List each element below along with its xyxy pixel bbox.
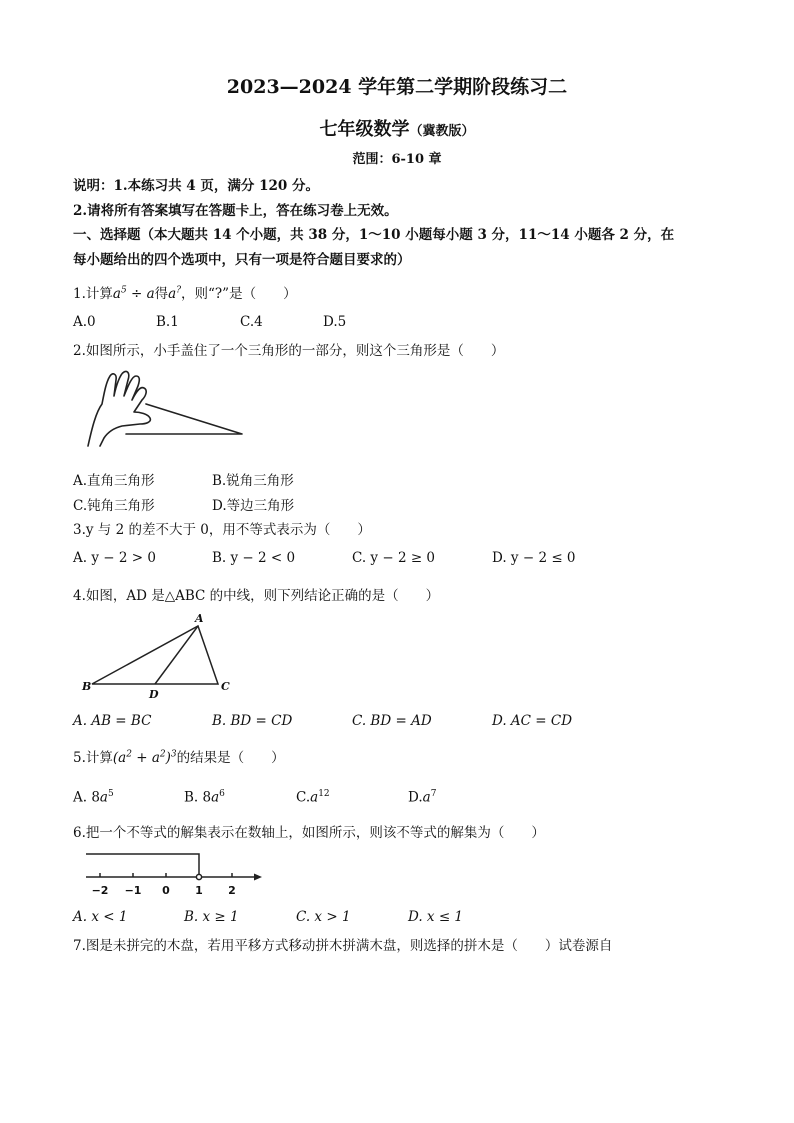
question-6-stem: 6.把一个不等式的解集表示在数轴上，如图所示，则该不等式的解集为（ ）	[73, 825, 545, 841]
q4-option-a[interactable]: A. AB = BC	[73, 713, 152, 729]
tick-label-1: 1	[195, 884, 203, 897]
q3-option-d[interactable]: D. y − 2 ≤ 0	[492, 550, 576, 566]
vertex-label-a: A	[195, 612, 204, 625]
exam-subtitle	[0, 115, 794, 141]
number-line-figure	[82, 848, 264, 898]
question-7-stem: 7.图是未拼完的木盘，若用平移方式移动拼木拼满木盘，则选择的拼木是（ ）试卷源自	[73, 938, 613, 954]
q1-option-b[interactable]: B.1	[156, 314, 179, 330]
q5-option-b[interactable]: B. $8a^6$	[184, 789, 225, 806]
q2-option-b[interactable]: B.锐角三角形	[212, 473, 294, 489]
q1-expression-b: a?	[168, 285, 182, 302]
question-5-stem: 5.计算$(a^2 + a^2)^3$的结果是（ ）	[73, 749, 285, 766]
q1-expression-a: $a^5 \div a$	[112, 285, 155, 302]
q5-option-a[interactable]: A. $8a^5$	[73, 789, 114, 806]
section-heading-line-2: 每小题给出的四个选项中，只有一项是符合题目要求的）	[73, 252, 411, 268]
q1-option-c[interactable]: C.4	[240, 314, 263, 330]
tick-label-neg1: −1	[124, 884, 142, 897]
q6-option-c[interactable]: C. x > 1	[296, 909, 351, 925]
vertex-label-b: B	[82, 680, 92, 693]
question-4-stem: 4.如图，AD 是△ABC 的中线，则下列结论正确的是（ ）	[73, 588, 440, 604]
exam-range: 范围：6-10 章	[352, 152, 442, 167]
q2-option-d[interactable]: D.等边三角形	[212, 498, 295, 514]
open-circle	[196, 874, 201, 879]
q5-option-d[interactable]: $D.a^7$	[408, 789, 437, 806]
vertex-label-c: C	[221, 680, 230, 693]
triangle-abc	[92, 626, 218, 684]
question-3-stem: 3.y 与 2 的差不大于 0，用不等式表示为（ ）	[73, 522, 371, 538]
note-line-2: 2.请将所有答案填写在答题卡上，答在练习卷上无效。	[73, 203, 398, 219]
hand-outline	[88, 371, 150, 446]
tick-label-2: 2	[228, 884, 236, 897]
edition-label: （冀教版）	[409, 124, 475, 139]
vertex-label-d: D	[149, 688, 159, 701]
q2-option-c[interactable]: C.钝角三角形	[73, 498, 155, 514]
q4-option-d[interactable]: D. AC = CD	[492, 713, 573, 729]
q4-option-b[interactable]: B. BD = CD	[212, 713, 293, 729]
q4-option-c[interactable]: C. BD = AD	[352, 713, 432, 729]
tick-label-neg2: −2	[91, 884, 109, 897]
solution-ray	[86, 854, 199, 874]
q3-option-b[interactable]: B. y − 2 < 0	[212, 550, 296, 566]
median-ad	[155, 626, 198, 684]
triangle-edges	[126, 404, 242, 434]
triangle-abc-figure	[78, 612, 238, 700]
q6-option-b[interactable]: B. x ≥ 1	[184, 909, 239, 925]
q3-option-a[interactable]: A. y − 2 > 0	[73, 550, 156, 566]
note-line-1: 说明：1.本练习共 4 页，满分 120 分。	[73, 178, 319, 194]
subject-label: 七年级数学	[319, 119, 410, 140]
tick-label-0: 0	[162, 884, 170, 897]
q6-option-d[interactable]: D. x ≤ 1	[408, 909, 464, 925]
q3-option-c[interactable]: C. y − 2 ≥ 0	[352, 550, 436, 566]
q1-option-a[interactable]: A.0	[73, 314, 96, 330]
q5-option-c[interactable]: $C.a^{12}$	[296, 789, 330, 806]
q2-option-a[interactable]: A.直角三角形	[73, 473, 155, 489]
question-1-stem: 1.计算$a^5 \div a$得a?，则“?”是（ ）	[73, 285, 297, 302]
hand-triangle-figure	[82, 368, 252, 450]
section-heading-line-1: 一、选择题（本大题共 14 个小题，共 38 分，1～10 小题每小题 3 分，11～14 小题各 2 分，在	[73, 227, 675, 243]
q6-option-a[interactable]: A. x < 1	[73, 909, 128, 925]
q5-expression: $(a^2 + a^2)^3$	[112, 749, 177, 766]
axis-arrow	[254, 874, 262, 881]
q1-option-d[interactable]: D.5	[323, 314, 347, 330]
question-2-stem: 2.如图所示，小手盖住了一个三角形的一部分，则这个三角形是（ ）	[73, 343, 505, 359]
exam-title: 2023—2024 学年第二学期阶段练习二	[226, 76, 568, 98]
